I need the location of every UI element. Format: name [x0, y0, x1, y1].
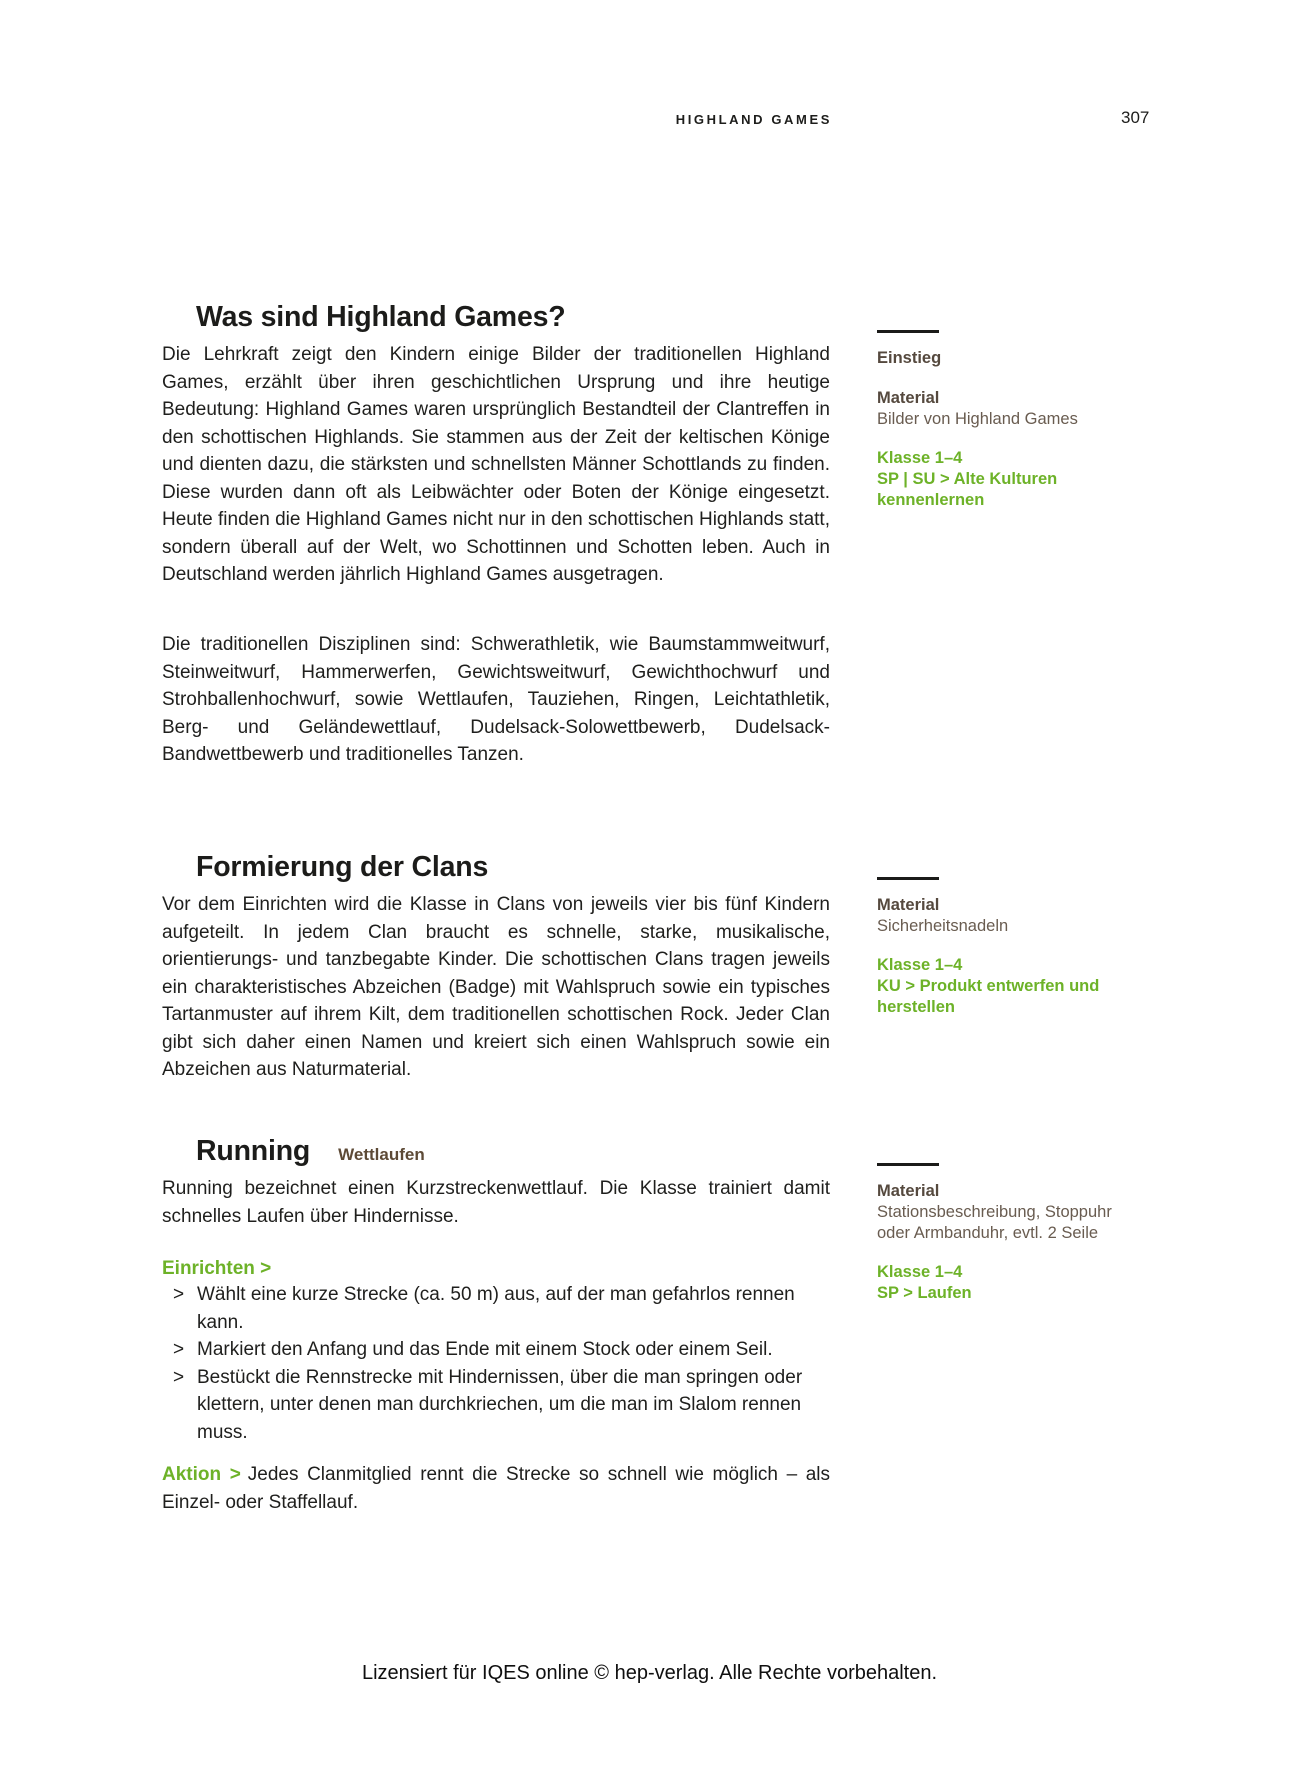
sidebar-block-einstieg: [877, 330, 1135, 529]
sidebar-rule: [877, 1163, 939, 1166]
list-item: [162, 1364, 834, 1447]
page-number: 307: [1121, 108, 1150, 127]
sidebar-material-label: Material: [877, 896, 940, 914]
sidebar-competence: SP > Laufen: [877, 1284, 972, 1302]
aktion-paragraph: [162, 1461, 830, 1516]
sidebar-material-label: Material: [877, 1182, 940, 1200]
sidebar-klasse-group: [877, 955, 1135, 1018]
sidebar-klasse: Klasse 1–4: [877, 1263, 963, 1281]
list-item: [162, 1281, 834, 1336]
sidebar-block-running: [877, 1163, 1135, 1322]
running-header: HIGHLAND GAMES: [675, 112, 832, 127]
sidebar-phase-label: Einstieg: [877, 349, 942, 367]
list-item-text: Bestückt die Rennstrecke mit Hindernissen, über die man springen oder klettern, unter denen man durchkriechen, um die man im Slalom rennen muss.: [197, 1366, 803, 1443]
sidebar-material-value: Sicherheitsnadeln: [877, 917, 1009, 935]
sidebar-competence: SP | SU > Alte Kulturen kennenlernen: [877, 470, 1058, 509]
sidebar-competence: KU > Produkt entwerfen und herstellen: [877, 977, 1100, 1016]
paragraph-running: Running bezeichnet einen Kurzstreckenwettlauf. Die Klasse trainiert damit schnelles Laufen über Hindernisse.: [162, 1178, 830, 1227]
sidebar-material-group: [877, 1181, 1135, 1244]
sidebar-block-clans: [877, 877, 1135, 1036]
einrichten-bullet-list: [162, 1281, 834, 1446]
paragraph-clans: Vor dem Einrichten wird die Klasse in Clans von jeweils vier bis fünf Kindern aufgeteilt. In jedem Clan braucht es schnelle, starke, musikalische, orientierungs- und tanzbegabte Kinder. Die schottischen Clans tragen jeweils ein charakteristisches Abzeichen (Badge) mit Wahlspruch sowie ein typisches Tartanmuster auf ihrem Kilt, dem traditionellen schottischen Rock. Jeder Clan gibt sich daher einen Namen und kreiert sich einen Wahlspruch sowie ein Abzeichen aus Naturmaterial.: [162, 894, 830, 1080]
license-footer: Lizensiert für IQES online © hep-verlag. Alle Rechte vorbehalten.: [361, 1662, 938, 1684]
list-item-text: Wählt eine kurze Strecke (ca. 50 m) aus, auf der man gefahrlos rennen kann.: [197, 1284, 795, 1333]
sidebar-rule: [877, 877, 939, 880]
sidebar-klasse: Klasse 1–4: [877, 956, 963, 974]
bullet-marker: >: [173, 1366, 185, 1388]
sidebar-material-value: Stationsbeschreibung, Stoppuhr oder Armbanduhr, evtl. 2 Seile: [877, 1203, 1112, 1242]
section-title-running: [196, 1133, 425, 1173]
sidebar-material-value: Bilder von Highland Games: [877, 410, 1078, 428]
sidebar-klasse-group: [877, 1262, 1135, 1304]
section-title-formierung-der-clans: Formierung der Clans: [196, 851, 489, 884]
aktion-text: Jedes Clanmitglied rennt die Strecke so schnell wie möglich – als Einzel- oder Staffellauf.: [162, 1464, 831, 1513]
sidebar-material-label: Material: [877, 389, 940, 407]
sidebar-material-group: [877, 895, 1135, 937]
bullet-marker: >: [173, 1339, 185, 1360]
section-title-was-sind-highland-games: Was sind Highland Games?: [196, 301, 566, 334]
section-subtitle: Wettlaufen: [338, 1145, 425, 1165]
section-title-text: Running: [196, 1135, 311, 1168]
paragraph-intro: Die Lehrkraft zeigt den Kindern einige Bilder der traditionellen Highland Games, erzählt über ihren geschichtlichen Ursprung und ihre heutige Bedeutung: Highland Games waren ursprünglich Bestandteil der Clantreffen in den schottischen Highlands. Sie stammen aus der Zeit der keltischen Könige und dienten dazu, die stärksten und schnellsten Männer Schottlands zu finden. Diese wurden dann oft als Leibwächter oder Boten der Könige eingesetzt. Heute finden die Highland Games nicht nur in den schottischen Highlands statt, sondern überall auf der Welt, wo Schottinnen und Schotten leben. Auch in Deutschland werden jährlich Highland Games ausgetragen.: [162, 344, 830, 585]
bullet-marker: >: [173, 1284, 185, 1305]
list-item-text: Markiert den Anfang und das Ende mit einem Stock oder einem Seil.: [197, 1339, 773, 1360]
paragraph-disziplinen: Die traditionellen Disziplinen sind: Schwerathletik, wie Baumstammweitwurf, Steinweitwurf, Hammerwerfen, Gewichtsweitwurf, Gewichthochwurf und Strohballenhochwurf, sowie Wettlaufen, Tauziehen, Ringen, Leichtathletik, Berg- und Geländewettlauf, Dudelsack-Solowettbewerb, Dudelsack-Bandwettbewerb und traditionelles Tanzen.: [162, 634, 830, 765]
sidebar-klasse: Klasse 1–4: [877, 449, 963, 467]
list-item: [162, 1336, 834, 1364]
aktion-label: Aktion >: [162, 1464, 241, 1485]
sidebar-rule: [877, 330, 939, 333]
einrichten-heading: Einrichten >: [162, 1258, 272, 1279]
sidebar-material-group: [877, 388, 1135, 430]
sidebar-klasse-group: [877, 448, 1135, 511]
